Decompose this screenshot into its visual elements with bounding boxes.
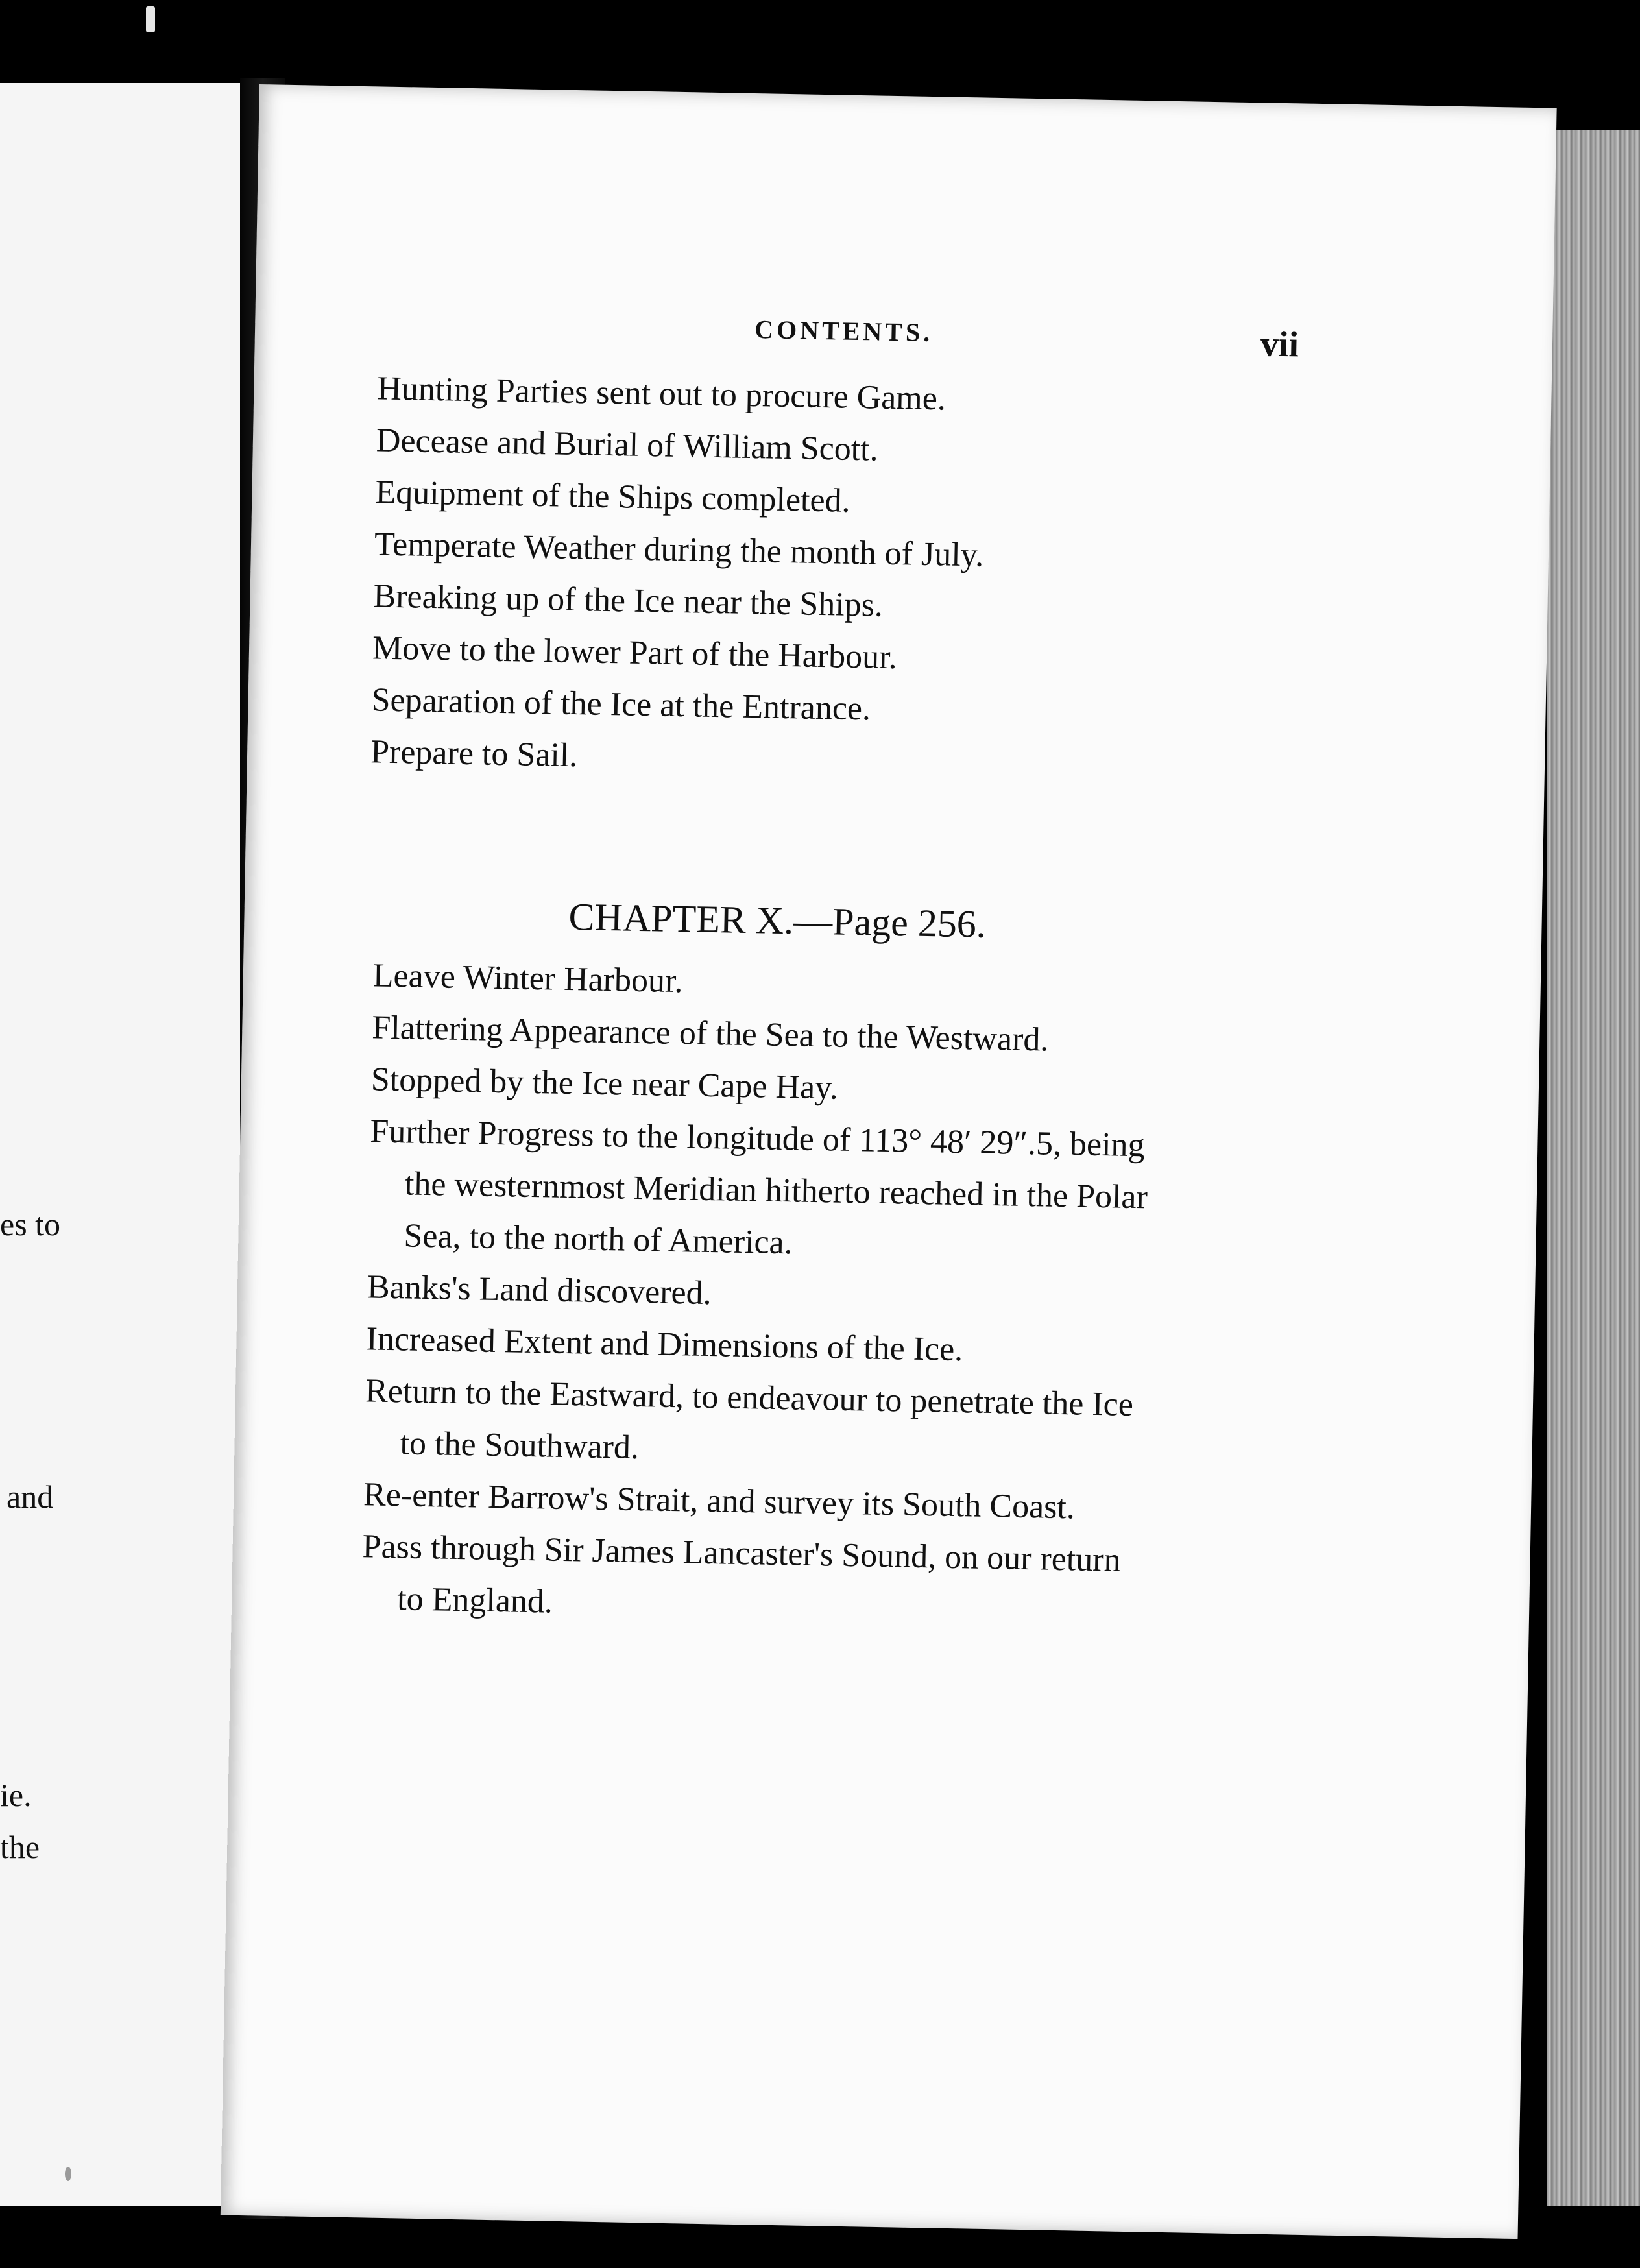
contents-entry-continuation: to England. xyxy=(396,1580,553,1621)
contents-entry: Equipment of the Ships completed. xyxy=(374,474,851,520)
contents-entry: Leave Winter Harbour. xyxy=(372,957,684,1000)
contents-entry: Increased Extent and Dimensions of the Ice. xyxy=(366,1320,963,1369)
page-number: vii xyxy=(1260,324,1299,365)
contents-entry: Separation of the Ice at the Entrance. xyxy=(371,681,871,728)
contents-entry: Hunting Parties sent out to procure Game. xyxy=(376,370,947,418)
chapter-heading: CHAPTER X.—Page 256. xyxy=(568,895,987,946)
contents-entry: Stopped by the Ice near Cape Hay. xyxy=(370,1061,839,1107)
left-facing-page xyxy=(0,83,240,2206)
contents-entry: Banks's Land discovered. xyxy=(367,1268,712,1312)
contents-entry: Move to the lower Part of the Harbour. xyxy=(372,629,898,677)
contents-entry: Re-enter Barrow's Strait, and survey its South Coast. xyxy=(363,1476,1076,1526)
running-head: CONTENTS. xyxy=(754,315,934,348)
contents-entry: Temperate Weather during the month of July. xyxy=(374,525,984,574)
contents-entry-continuation: to the Southward. xyxy=(400,1425,640,1467)
contents-entry: Further Progress to the longitude of 113° 48′ 29″.5, being xyxy=(369,1113,1146,1164)
left-page-fragment: the xyxy=(0,1829,40,1865)
contents-entry: Decease and Burial of William Scott. xyxy=(376,422,879,468)
scan-mark xyxy=(65,2167,71,2181)
contents-entry: Return to the Eastward, to endeavour to penetrate the Ice xyxy=(365,1372,1134,1424)
contents-entry-continuation: the westernmost Meridian hitherto reached in the Polar xyxy=(404,1165,1148,1216)
left-page-fragment: es to xyxy=(0,1206,61,1242)
contents-entry: Breaking up of the Ice near the Ships. xyxy=(373,577,884,624)
contents-page xyxy=(221,84,1557,2239)
contents-entry-continuation: Sea, to the north of America. xyxy=(403,1217,793,1262)
contents-entry: Flattering Appearance of the Sea to the Westward. xyxy=(371,1009,1049,1059)
left-page-fragment: and xyxy=(6,1478,54,1515)
scan-mark xyxy=(146,6,155,32)
contents-entry: Pass through Sir James Lancaster's Sound, on our return xyxy=(362,1528,1122,1579)
contents-entry: Prepare to Sail. xyxy=(370,733,578,775)
left-page-fragment: ie. xyxy=(0,1777,32,1813)
page-edges xyxy=(1547,130,1640,2206)
